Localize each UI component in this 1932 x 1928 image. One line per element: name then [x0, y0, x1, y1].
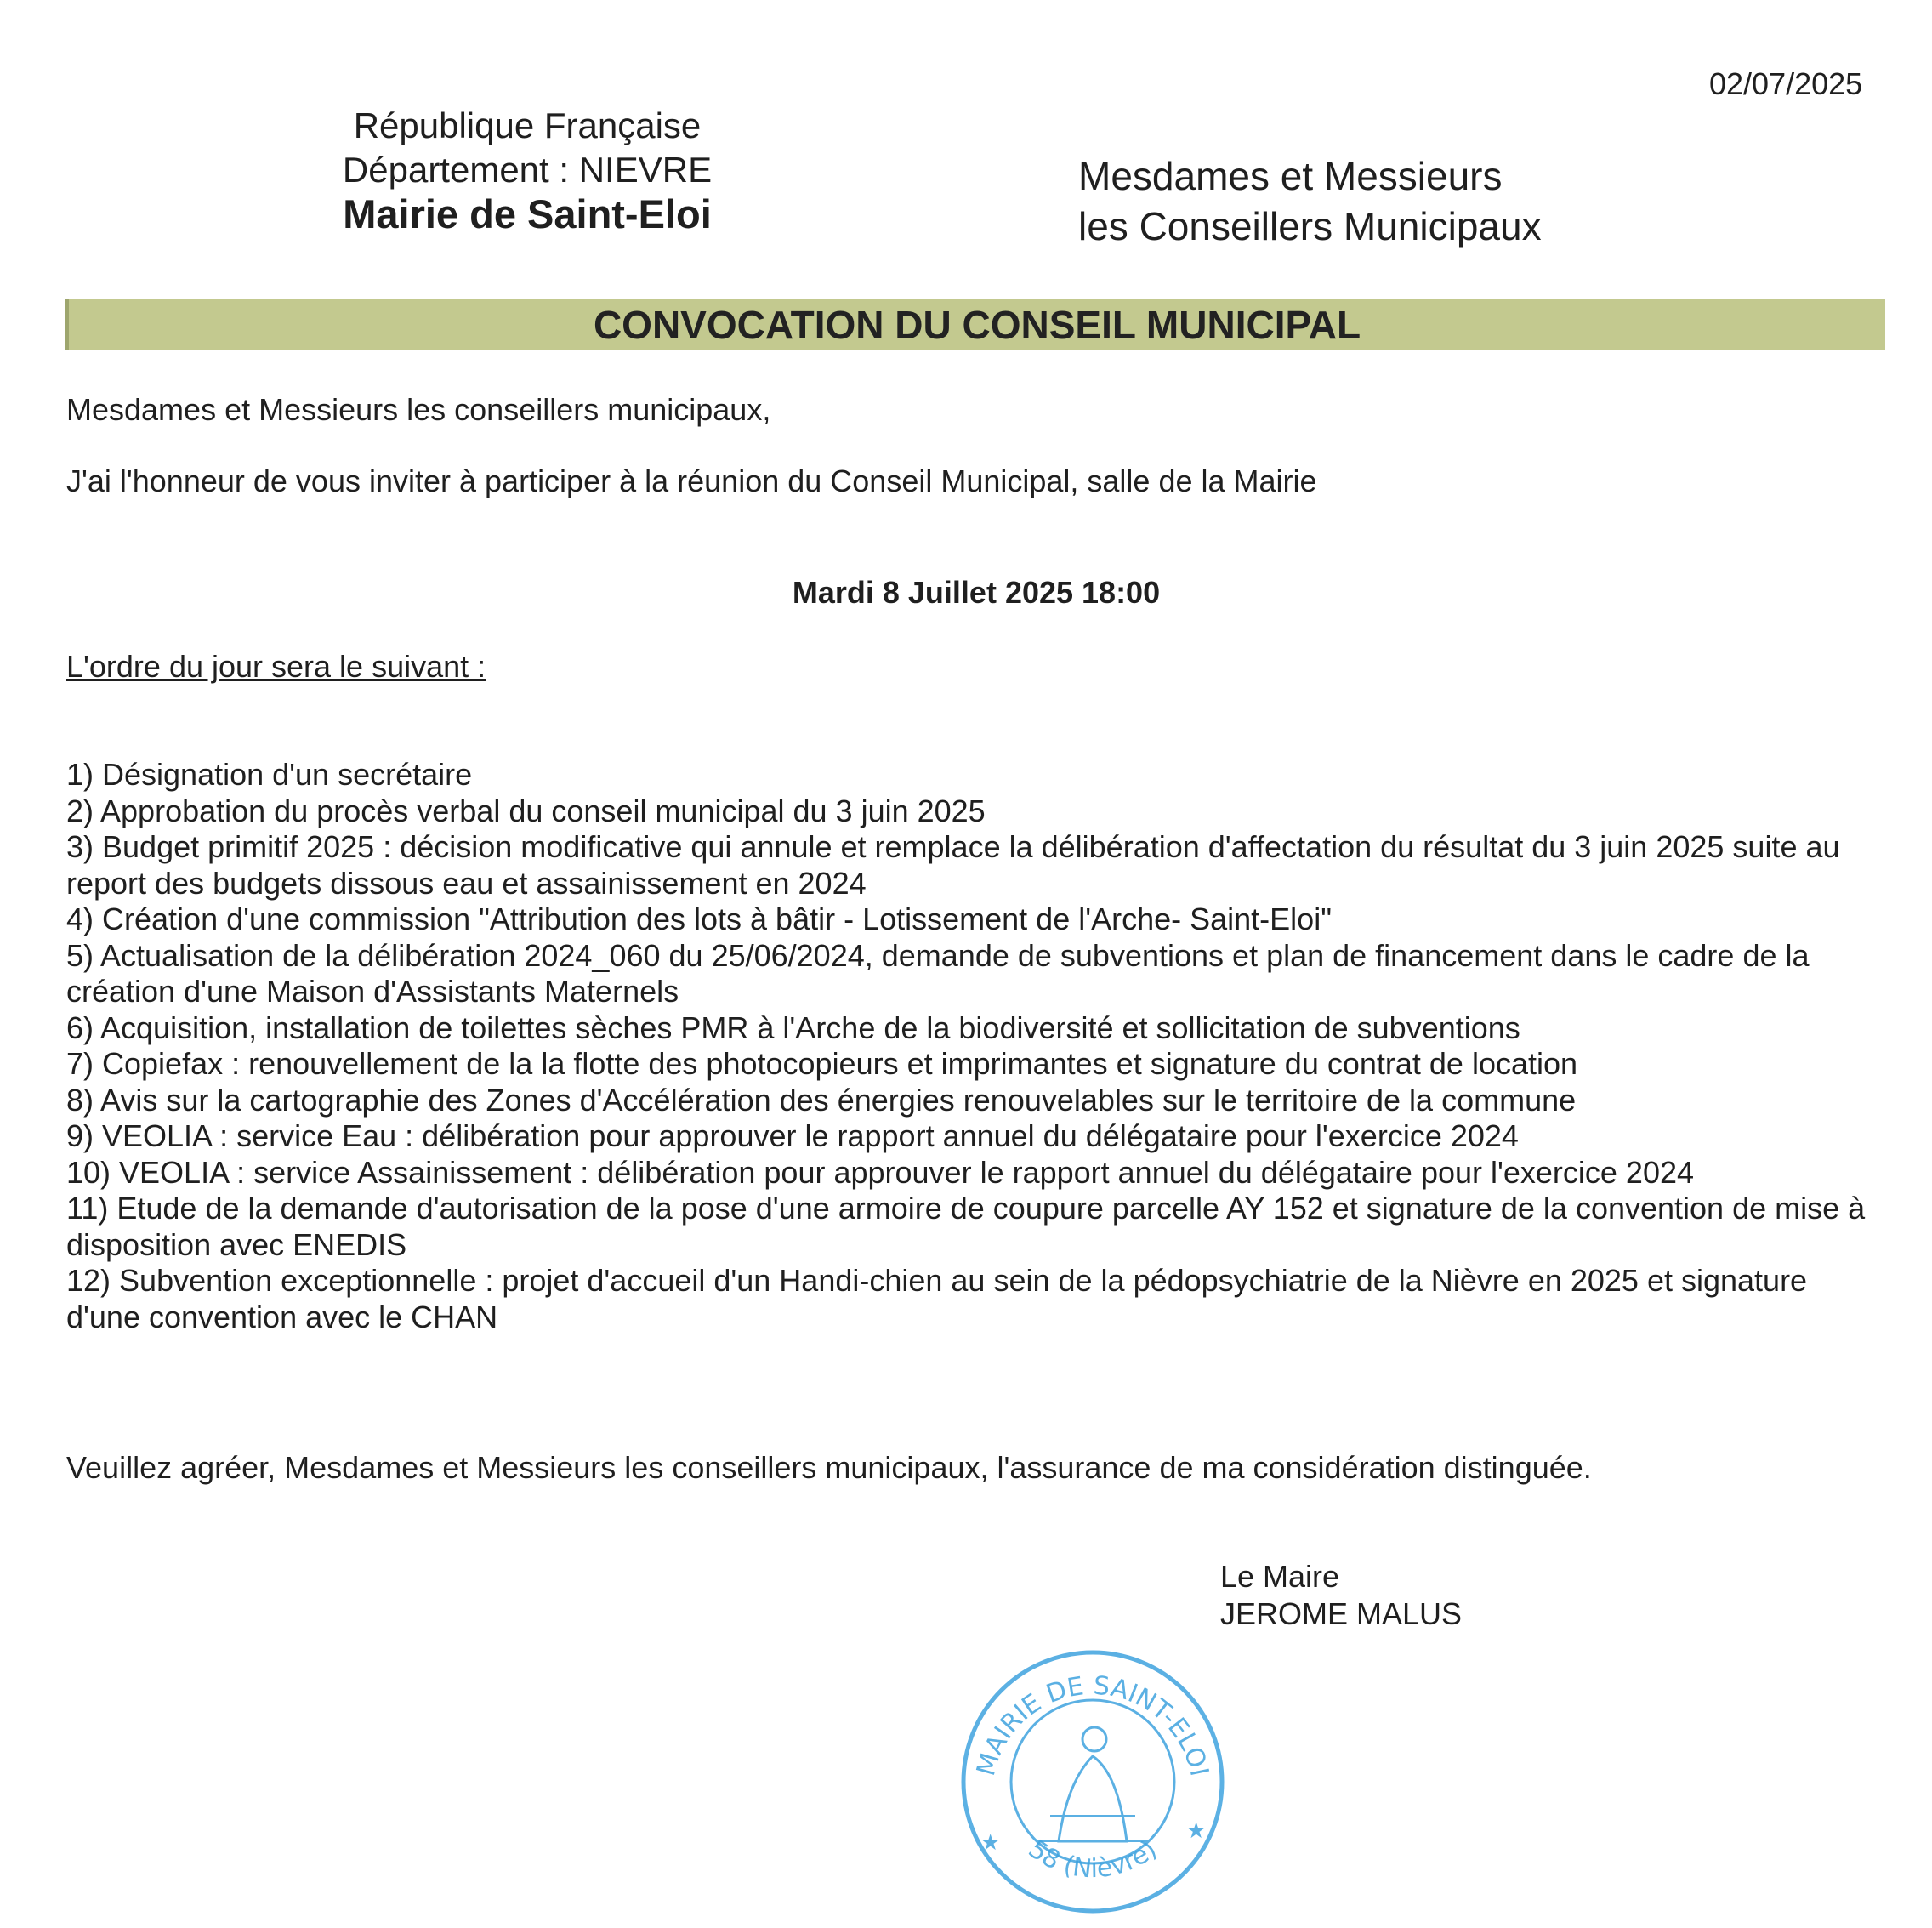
- agenda-item: 8) Avis sur la cartographie des Zones d'Accélération des énergies renouvelables sur le territoire de la commune: [66, 1082, 1577, 1118]
- agenda-item: 6) Acquisition, installation de toilettes sèches PMR à l'Arche de la biodiversité et sollicitation de subventions: [66, 1009, 1520, 1045]
- agenda-item: 2) Approbation du procès verbal du conseil municipal du 3 juin 2025: [66, 793, 986, 828]
- issuer-country: République Française: [353, 105, 702, 145]
- agenda-item: 9) VEOLIA : service Eau : délibération pour approuver le rapport annuel du délégataire pour l'exercice 2024: [66, 1118, 1519, 1153]
- agenda-item: 1) Désignation d'un secrétaire: [66, 757, 473, 792]
- agenda-item: 5) Actualisation de la délibération 2024_060 du 25/06/2024, demande de subventions et plan de financement dans le cadre de la création d'une Maison d'Assistants Maternels: [66, 937, 1810, 1009]
- signer-name: JEROME MALUS: [1220, 1596, 1463, 1631]
- star-icon: ★: [1186, 1818, 1207, 1844]
- recipient-line-1: Mesdames et Messieurs: [1078, 154, 1503, 198]
- issuer-block: [281, 104, 774, 236]
- signature-block: [1220, 1558, 1462, 1633]
- meeting-datetime: Mardi 8 Juillet 2025 18:00: [792, 575, 1161, 610]
- document-date: 02/07/2025: [1709, 66, 1863, 101]
- salutation: Mesdames et Messieurs les conseillers municipaux,: [66, 392, 771, 427]
- agenda-heading: L'ordre du jour sera le suivant :: [66, 649, 486, 684]
- issuer-town-hall: Mairie de Saint-Eloi: [343, 191, 712, 236]
- closing-text: Veuillez agréer, Mesdames et Messieurs les conseillers municipaux, l'assurance de ma considération distinguée.: [66, 1450, 1592, 1485]
- recipient-block: [1078, 151, 1759, 252]
- agenda-item: 3) Budget primitif 2025 : décision modificative qui annule et remplace la délibération d'affectation du résultat du 3 juin 2025 suite au report des budgets dissous eau et assainissement en 2024: [66, 829, 1840, 901]
- town-hall-stamp: [957, 1646, 1229, 1918]
- title-banner: CONVOCATION DU CONSEIL MUNICIPAL: [65, 299, 1885, 350]
- agenda-item: 4) Création d'une commission "Attribution des lots à bâtir - Lotissement de l'Arche- Saint-Eloi": [66, 901, 1332, 936]
- invitation-text: J'ai l'honneur de vous inviter à participer à la réunion du Conseil Municipal, salle de la Mairie: [66, 464, 1317, 498]
- agenda-item: 12) Subvention exceptionnelle : projet d'accueil d'un Handi-chien au sein de la pédopsychiatrie de la Nièvre en 2025 et signature d'une convention avec le CHAN: [66, 1263, 1808, 1334]
- agenda-list: [66, 757, 1886, 1335]
- agenda-item: 7) Copiefax : renouvellement de la la flotte des photocopieurs et imprimantes et signature du contrat de location: [66, 1046, 1578, 1081]
- agenda-item: 11) Etude de la demande d'autorisation de la pose d'une armoire de coupure parcelle AY 152 et signature de la convention de mise à disposition avec ENEDIS: [66, 1191, 1866, 1262]
- agenda-item: 10) VEOLIA : service Assainissement : délibération pour approuver le rapport annuel du délégataire pour l'exercice 2024: [66, 1154, 1695, 1190]
- recipient-line-2: les Conseillers Municipaux: [1078, 204, 1542, 248]
- signer-title: Le Maire: [1220, 1559, 1340, 1594]
- stamp-bottom-text: 58 (Nièvre): [1022, 1834, 1163, 1885]
- issuer-department: Département : NIEVRE: [342, 150, 713, 190]
- stamp-top-text: MAIRIE DE SAINT-ELOI: [971, 1670, 1214, 1779]
- star-icon: ★: [980, 1830, 1001, 1856]
